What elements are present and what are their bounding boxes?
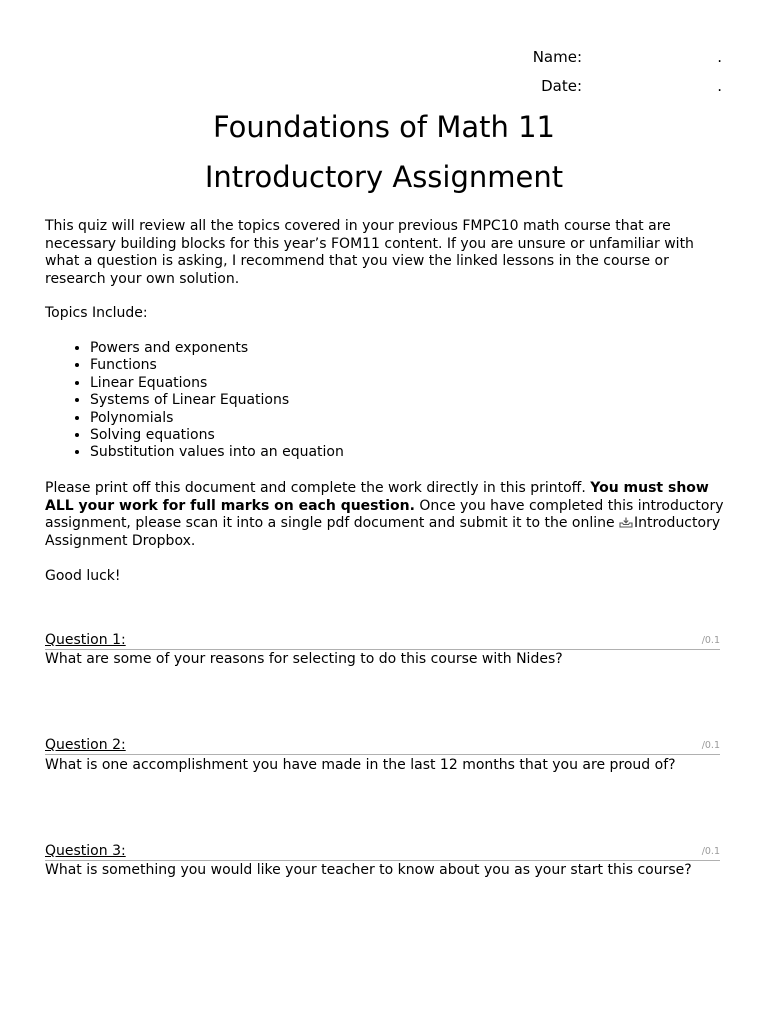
document-title: Foundations of Math 11: [212, 110, 556, 144]
good-luck-text: Good luck!: [45, 568, 121, 584]
topics-label: Topics Include:: [45, 305, 148, 321]
topic-item: • Linear Equations: [90, 375, 344, 392]
question-3-score: /0.1: [701, 846, 720, 857]
question-2-label: Question 2:: [45, 737, 126, 753]
question-2-text: What is one accomplishment you have made in the last 12 months that you are proud of?: [45, 757, 676, 773]
question-1-label: Question 1:: [45, 632, 126, 648]
instructions-end: .: [190, 532, 196, 549]
question-3-label: Question 3:: [45, 843, 126, 859]
question-1-header: [45, 632, 720, 650]
topic-item: • Substitution values into an equation: [90, 444, 344, 461]
question-3-text: What is something you would like your teacher to know about you as your start this course?: [45, 862, 692, 878]
name-field-row: [522, 48, 722, 66]
topic-item: • Systems of Linear Equations: [90, 392, 344, 409]
intro-paragraph: This quiz will review all the topics covered in your previous FMPC10 math course that are necessary building blocks for this year’s FOM11 content. If you are unsure or unfamiliar with what a question is asking, I recommend that you view the linked lessons in the course or research your own solution.: [45, 218, 694, 287]
document-subtitle: Introductory Assignment: [204, 160, 564, 194]
topics-list: [45, 340, 344, 462]
topic-item: • Functions: [90, 357, 344, 374]
question-2-score: /0.1: [701, 740, 720, 751]
instructions-text-cont: Once you have completed this introductory assignment, please scan it into a single pdf document and submit it to the online: [45, 497, 724, 531]
topic-item: • Powers and exponents: [90, 340, 344, 357]
date-field-row: [522, 77, 722, 95]
date-line-end: .: [717, 77, 722, 95]
question-1-text: What are some of your reasons for selecting to do this course with Nides?: [45, 651, 563, 667]
instructions-emphasis: You must show ALL your work for full marks on each question.: [45, 480, 709, 514]
instructions-text: Please print off this document and complete the work directly in this printoff.: [45, 480, 591, 496]
dropbox-link[interactable]: Introductory Assignment Dropbox: [45, 515, 721, 549]
dropbox-icon: [619, 517, 633, 528]
question-1-score: /0.1: [701, 635, 720, 646]
name-label: Name:: [532, 48, 582, 66]
topic-item: • Solving equations: [90, 427, 344, 444]
instructions-paragraph: [45, 480, 725, 550]
name-line-end: .: [717, 48, 722, 66]
date-label: Date:: [541, 77, 582, 95]
question-3-header: [45, 843, 720, 861]
topic-item: • Polynomials: [90, 410, 344, 427]
question-2-header: [45, 737, 720, 755]
